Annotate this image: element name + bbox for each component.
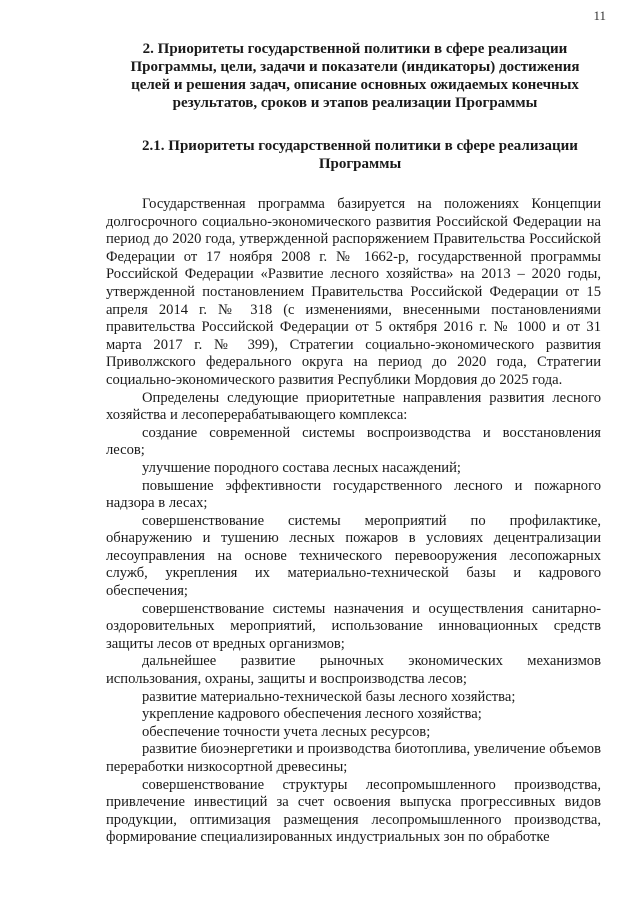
list-item: развитие биоэнергетики и производства биотоплива, увеличение объемов переработки низкосортной древесины; xyxy=(106,741,601,775)
list-item: дальнейшее развитие рыночных экономических механизмов использования, охраны, защиты и воспроизводства лесов; xyxy=(106,653,601,688)
list-item: совершенствование системы назначения и осуществления санитарно-оздоровительных мероприятий, использование инновационных средств защиты лесов от вредных организмов; xyxy=(106,600,601,652)
paragraph: Государственная программа базируется на положениях Концепции долгосрочного социально-экономического развития Российской Федерации на период до 2020 года, утвержденной распоряжением Правительства Российской Федерации от 17 ноября 2008 г. № 1662-р, государственной программы Российской Федерации «Развитие лесного хозяйства» на 2013 – 2020 годы, утвержденной постановлением Правительства Российской Федерации от 15 апреля 2014 г. № 318 (с изменениями, внесенными постановлениями правительства Российской Федерации от 5 октября 2016 г. № 1000 и от 31 марта 2017 г. № 399), Стратегии социально-экономического развития Приволжского федерального округа на период до 2020 года, Стратегии социально-экономического развития Республики Мордовия до 2025 года. xyxy=(106,196,601,388)
list-item: совершенствование системы мероприятий по профилактике, обнаружению и тушению лесных пожаров в условиях децентрализации лесоуправления на основе технического перевооружения лесопожарных служб, укрепления их материально-технической базы и кадрового обеспечения; xyxy=(106,512,601,600)
list-item: повышение эффективности государственного лесного и пожарного надзора в лесах; xyxy=(106,477,601,512)
body-text xyxy=(106,196,601,847)
paragraph: Определены следующие приоритетные направления развития лесного хозяйства и лесоперерабатывающего комплекса: xyxy=(106,389,601,424)
list-item: улучшение породного состава лесных насаждений; xyxy=(142,459,461,476)
list-item: обеспечение точности учета лесных ресурсов; xyxy=(142,723,431,740)
subsection-heading: 2.1. Приоритеты государственной политики в сфере реализации Программы xyxy=(142,138,578,172)
list-item: развитие материально-технической базы лесного хозяйства; xyxy=(142,688,516,705)
list-item: создание современной системы воспроизводства и восстановления лесов; xyxy=(106,424,601,459)
list-item: совершенствование структуры лесопромышленного производства, привлечение инвестиций за счет освоения выпуска прогрессивных видов продукции, оптимизация размещения лесопромышленного производства, формирование специализированных индустриальных зон по обработке xyxy=(106,776,601,846)
section-heading: 2. Приоритеты государственной политики в сфере реализации Программы, цели, задачи и показатели (индикаторы) достижения целей и решения задач, описание основных ожидаемых конечных результатов, сроков и этапов реализации Программы xyxy=(130,41,580,111)
page-number: 11 xyxy=(593,8,606,23)
list-item: укрепление кадрового обеспечения лесного хозяйства; xyxy=(142,706,482,723)
